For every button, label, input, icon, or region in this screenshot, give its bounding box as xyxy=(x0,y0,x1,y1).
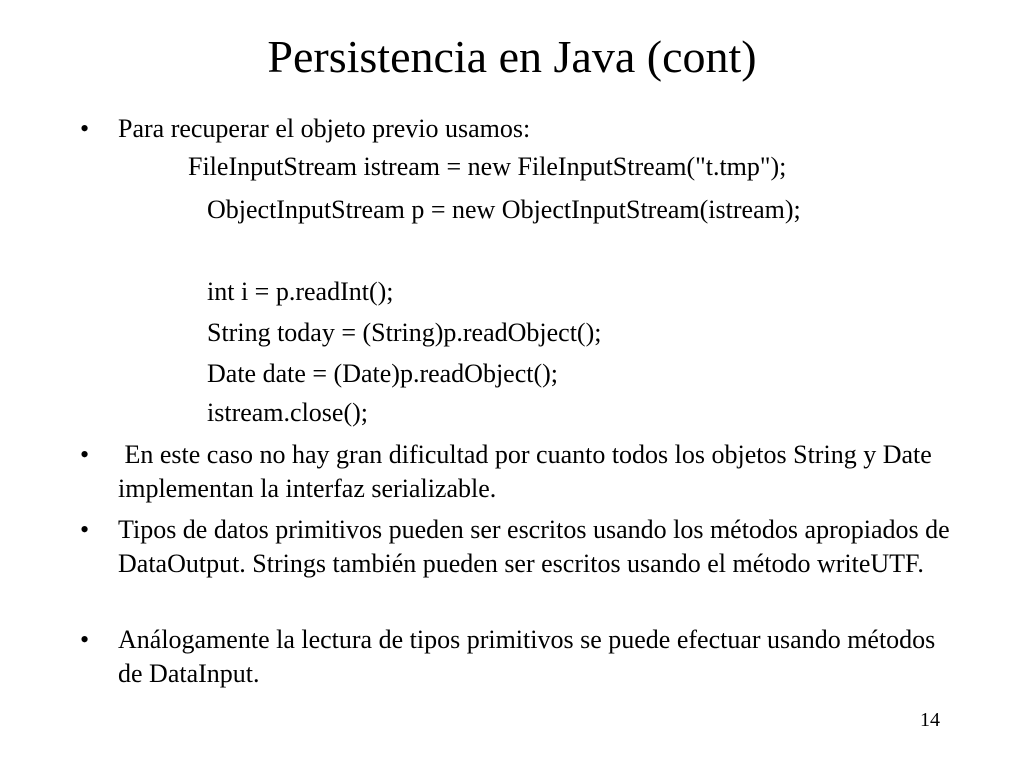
bullet-marker: • xyxy=(80,625,90,654)
code-line: Date date = (Date)p.readObject(); xyxy=(207,359,559,388)
code-line: int i = p.readInt(); xyxy=(207,277,394,306)
code-line: FileInputStream istream = new FileInputStream("t.tmp"); xyxy=(188,152,787,181)
page-number: 14 xyxy=(920,709,940,731)
bullet-text: Tipos de datos primitivos pueden ser escritos usando los métodos apropiados de DataOutput. Strings también pueden ser escritos usando el método writeUTF. xyxy=(118,515,950,578)
code-line: istream.close(); xyxy=(207,398,368,427)
bullet-text: Análogamente la lectura de tipos primitivos se puede efectuar usando métodos de DataInput. xyxy=(118,625,936,688)
code-line: ObjectInputStream p = new ObjectInputStream(istream); xyxy=(207,195,801,224)
bullet-text: Para recuperar el objeto previo usamos: xyxy=(118,114,531,143)
bullet-marker: • xyxy=(80,440,90,469)
code-line: String today = (String)p.readObject(); xyxy=(207,318,602,347)
bullet-marker: • xyxy=(80,515,90,544)
bullet-text: En este caso no hay gran dificultad por cuanto todos los objetos String y Date implementan la interfaz serializable. xyxy=(118,440,939,503)
bullet-marker: • xyxy=(80,114,90,143)
slide-title: Persistencia en Java (cont) xyxy=(267,31,757,82)
